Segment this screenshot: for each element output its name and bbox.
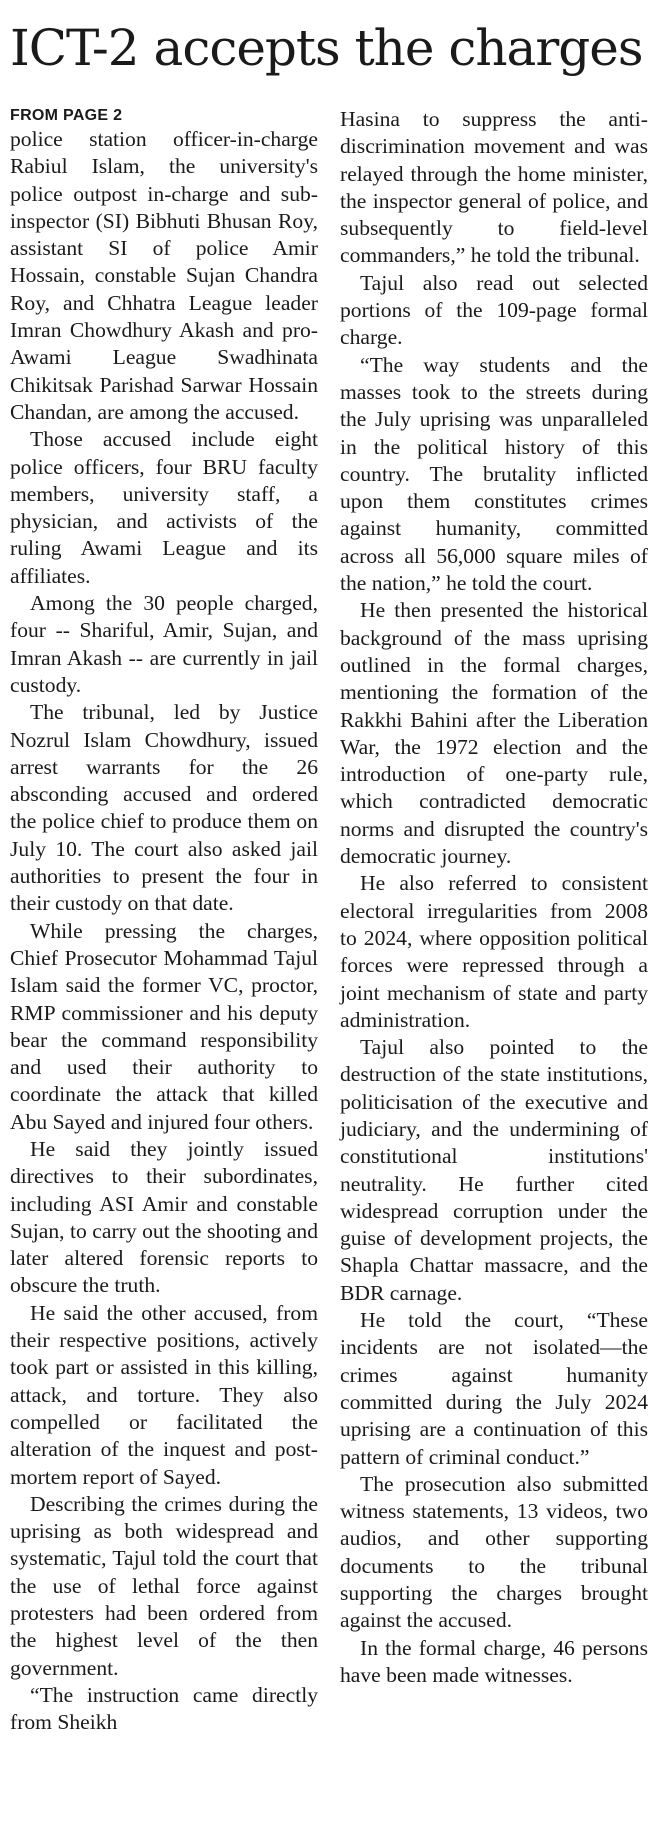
paragraph: He told the court, “These incidents are not isolated—the crimes against humanity committed during the July 2024 uprising are a continuation of this pattern of criminal conduct.” [340, 1308, 648, 1469]
paragraph: “The way students and the masses took to the streets during the July uprising was unparalleled in the political history of this country. The brutality inflicted upon them constitutes crimes against humanity, committed across all 56,000 square miles of the nation,” he told the court. [340, 352, 648, 596]
paragraph: The tribunal, led by Justice Nozrul Islam Chowdhury, issued arrest warrants for the 26 absconding accused and ordered the police chief to produce them on July 10. The court also asked jail authorities to present the four in their custody on that date. [10, 700, 318, 916]
continuation-kicker: FROM PAGE 2 [10, 107, 123, 124]
paragraph: The prosecution also submitted witness statements, 13 videos, two audios, and other supporting documents to the tribunal supporting the charges brought against the accused. [340, 1471, 648, 1633]
paragraph: “The instruction came directly from Sheikh [10, 1682, 318, 1735]
article-column-left [10, 106, 318, 1737]
paragraph: He said the other accused, from their respective positions, actively took part or assisted in this killing, attack, and torture. They also compelled or facilitated the alteration of the inquest and post-mortem report of Sayed. [10, 1300, 318, 1489]
article-column-right [340, 106, 648, 1689]
paragraph: While pressing the charges, Chief Prosecutor Mohammad Tajul Islam said the former VC, proctor, RMP commissioner and his deputy bear the command responsibility and used their authority to coordinate the attack that killed Abu Sayed and injured four others. [10, 918, 318, 1134]
paragraph: Hasina to suppress the anti-discrimination movement and was relayed through the home minister, the inspector general of police, and subsequently to field-level commanders,” he told the tribunal. [340, 107, 648, 268]
paragraph: Among the 30 people charged, four -- Shariful, Amir, Sujan, and Imran Akash -- are currently in jail custody. [10, 591, 318, 697]
paragraph: He also referred to consistent electoral irregularities from 2008 to 2024, where opposition political forces were repressed through a joint mechanism of state and party administration. [340, 871, 648, 1032]
article-headline: ICT-2 accepts the charges [10, 19, 643, 77]
paragraph: He then presented the historical background of the mass uprising outlined in the formal charges, mentioning the formation of the Rakkhi Bahini after the Liberation War, the 1972 election and the introduction of one-party rule, which contradicted democratic norms and disrupted the country's democratic journey. [340, 598, 648, 869]
paragraph: Tajul also pointed to the destruction of the state institutions, politicisation of the executive and judiciary, and the undermining of constitutional institutions' neutrality. He further cited widespread corruption under the guise of development projects, the Shapla Chattar massacre, and the BDR carnage. [340, 1035, 648, 1305]
paragraph: In the formal charge, 46 persons have been made witnesses. [340, 1635, 648, 1687]
paragraph: police station officer-in-charge Rabiul Islam, the university's police outpost in-charge and sub-inspector (SI) Bibhuti Bhusan Roy, assistant SI of police Amir Hossain, constable Sujan Chandra Roy, and Chhatra League leader Imran Chowdhury Akash and pro-Awami League Swadhinata Chikitsak Parishad Sarwar Hossain Chandan, are among the accused. [10, 127, 318, 424]
paragraph: Tajul also read out selected portions of the 109-page formal charge. [340, 270, 648, 350]
paragraph: Describing the crimes during the uprising as both widespread and systematic, Tajul told the court that the use of lethal force against protesters had been ordered from the highest level of the then government. [10, 1491, 318, 1680]
paragraph: Those accused include eight police officers, four BRU faculty members, university staff, a physician, and activists of the ruling Awami League and its affiliates. [10, 427, 318, 588]
paragraph: He said they jointly issued directives to their subordinates, including ASI Amir and constable Sujan, to carry out the shooting and later altered forensic reports to obscure the truth. [10, 1136, 318, 1298]
